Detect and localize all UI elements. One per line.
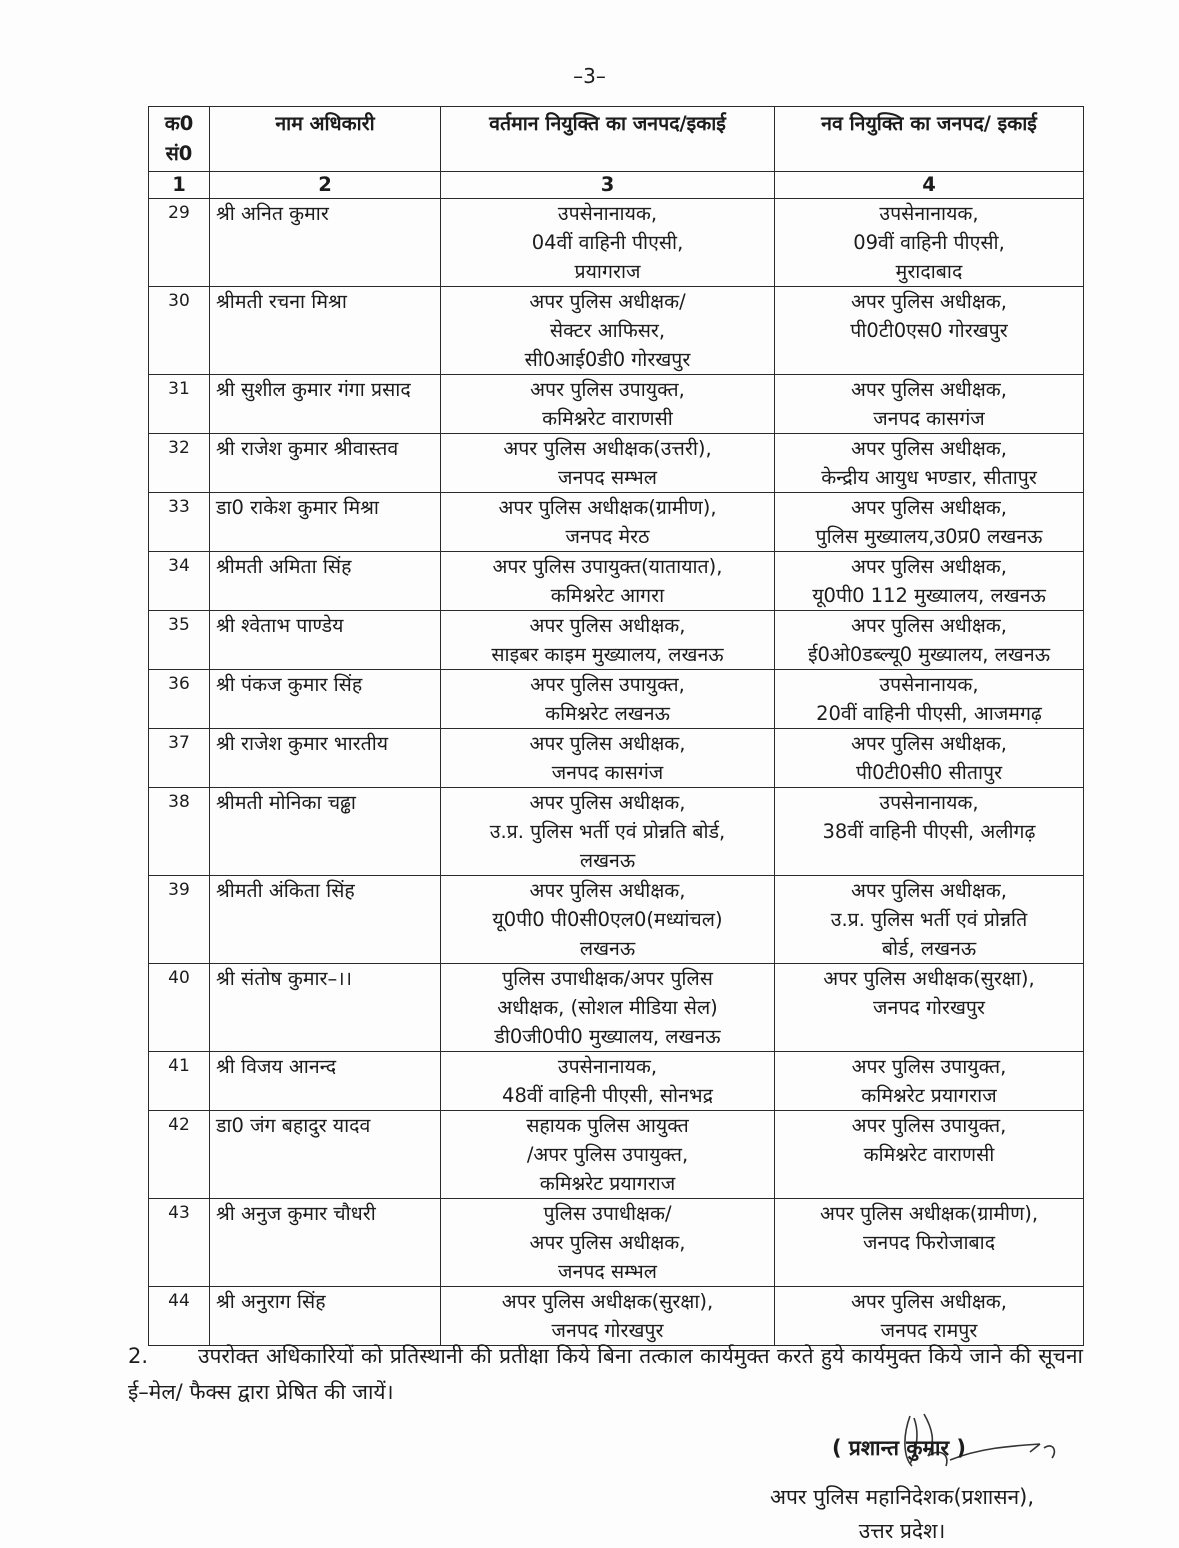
officer-name-cell: श्री अनित कुमार <box>210 199 441 287</box>
current-posting-cell: अपर पुलिस अधीक्षक(उत्तरी), जनपद सम्भल <box>441 434 775 493</box>
current-posting-cell: अपर पुलिस अधीक्षक(ग्रामीण), जनपद मेरठ <box>441 493 775 552</box>
officer-name-cell: श्री अनुज कुमार चौधरी <box>210 1199 441 1287</box>
table-header-row <box>149 107 1084 172</box>
serial-number-cell: 31 <box>149 375 210 434</box>
table-row <box>149 434 1084 493</box>
new-posting-cell: अपर पुलिस अधीक्षक, उ.प्र. पुलिस भर्ती एवं प्रोन्नति बोर्ड, लखनऊ <box>775 876 1084 964</box>
table-row <box>149 552 1084 611</box>
current-posting-cell: अपर पुलिस उपायुक्त, कमिश्नरेट वाराणसी <box>441 375 775 434</box>
new-posting-cell: अपर पुलिस अधीक्षक, जनपद रामपुर <box>775 1287 1084 1346</box>
table-row <box>149 611 1084 670</box>
current-posting-cell: अपर पुलिस अधीक्षक, जनपद कासगंज <box>441 729 775 788</box>
column-number: 4 <box>775 172 1084 199</box>
table-row <box>149 729 1084 788</box>
new-posting-cell: अपर पुलिस अधीक्षक, पी0टी0सी0 सीतापुर <box>775 729 1084 788</box>
current-posting-cell: अपर पुलिस अधीक्षक(सुरक्षा), जनपद गोरखपुर <box>441 1287 775 1346</box>
header-current-posting: वर्तमान नियुक्ति का जनपद/इकाई <box>441 107 775 172</box>
officer-name-cell: श्री पंकज कुमार सिंह <box>210 670 441 729</box>
officer-name-cell: श्री संतोष कुमार–।। <box>210 964 441 1052</box>
new-posting-cell: अपर पुलिस उपायुक्त, कमिश्नरेट वाराणसी <box>775 1111 1084 1199</box>
officer-name-cell: श्रीमती रचना मिश्रा <box>210 287 441 375</box>
new-posting-cell: अपर पुलिस अधीक्षक, जनपद कासगंज <box>775 375 1084 434</box>
column-number: 2 <box>210 172 441 199</box>
new-posting-cell: उपसेनानायक, 38वीं वाहिनी पीएसी, अलीगढ़ <box>775 788 1084 876</box>
header-new-posting: नव नियुक्ति का जनपद/ इकाई <box>775 107 1084 172</box>
officer-name-cell: श्री राजेश कुमार भारतीय <box>210 729 441 788</box>
new-posting-cell: अपर पुलिस अधीक्षक(ग्रामीण), जनपद फिरोजाबाद <box>775 1199 1084 1287</box>
officer-name-cell: डा0 राकेश कुमार मिश्रा <box>210 493 441 552</box>
officer-name-cell: श्री अनुराग सिंह <box>210 1287 441 1346</box>
current-posting-cell: उपसेनानायक, 04वीं वाहिनी पीएसी, प्रयागराज <box>441 199 775 287</box>
designation-line: उत्तर प्रदेश। <box>858 1519 946 1543</box>
officer-name-cell: श्री सुशील कुमार गंगा प्रसाद <box>210 375 441 434</box>
serial-number-cell: 32 <box>149 434 210 493</box>
new-posting-cell: अपर पुलिस अधीक्षक, यू0पी0 112 मुख्यालय, लखनऊ <box>775 552 1084 611</box>
officer-name-cell: श्री विजय आनन्द <box>210 1052 441 1111</box>
column-number: 3 <box>441 172 775 199</box>
table-row <box>149 1199 1084 1287</box>
designation-line: अपर पुलिस महानिदेशक(प्रशासन), <box>769 1485 1035 1509</box>
officer-name-cell: श्रीमती मोनिका चढ्ढा <box>210 788 441 876</box>
paragraph-number: 2. <box>128 1344 149 1368</box>
signatory-name: ( प्रशान्त कुमार ) <box>832 1436 966 1460</box>
current-posting-cell: अपर पुलिस उपायुक्त(यातायात), कमिश्नरेट आगरा <box>441 552 775 611</box>
table-row <box>149 1287 1084 1346</box>
serial-number-cell: 41 <box>149 1052 210 1111</box>
column-number-row <box>149 172 1084 199</box>
table-row <box>149 964 1084 1052</box>
current-posting-cell: उपसेनानायक, 48वीं वाहिनी पीएसी, सोनभद्र <box>441 1052 775 1111</box>
officer-name-cell: श्री राजेश कुमार श्रीवास्तव <box>210 434 441 493</box>
table-row <box>149 876 1084 964</box>
officer-name-cell: डा0 जंग बहादुर यादव <box>210 1111 441 1199</box>
serial-number-cell: 38 <box>149 788 210 876</box>
column-number: 1 <box>149 172 210 199</box>
serial-number-cell: 30 <box>149 287 210 375</box>
officer-name-cell: श्रीमती अमिता सिंह <box>210 552 441 611</box>
serial-number-cell: 40 <box>149 964 210 1052</box>
table-row <box>149 375 1084 434</box>
instruction-paragraph <box>128 1338 1083 1410</box>
paragraph-text: उपरोक्त अधिकारियों को प्रतिस्थानी की प्रतीक्षा किये बिना तत्काल कार्यमुक्त करते हुये कार्यमुक्त किये जाने की सूचना ई–मेल/ फैक्स द्वारा प्रेषित की जायें। <box>128 1344 1083 1404</box>
serial-number-cell: 39 <box>149 876 210 964</box>
table-row <box>149 1052 1084 1111</box>
new-posting-cell: अपर पुलिस अधीक्षक(सुरक्षा), जनपद गोरखपुर <box>775 964 1084 1052</box>
signatory-designation <box>742 1480 1062 1548</box>
serial-number-cell: 44 <box>149 1287 210 1346</box>
serial-number-cell: 42 <box>149 1111 210 1199</box>
table-row <box>149 1111 1084 1199</box>
serial-number-cell: 29 <box>149 199 210 287</box>
officer-name-cell: श्रीमती अंकिता सिंह <box>210 876 441 964</box>
officer-name-cell: श्री श्वेताभ पाण्डेय <box>210 611 441 670</box>
current-posting-cell: अपर पुलिस अधीक्षक, साइबर काइम मुख्यालय, लखनऊ <box>441 611 775 670</box>
table-row <box>149 670 1084 729</box>
serial-number-cell: 35 <box>149 611 210 670</box>
current-posting-cell: सहायक पुलिस आयुक्त /अपर पुलिस उपायुक्त, कमिश्नरेट प्रयागराज <box>441 1111 775 1199</box>
new-posting-cell: अपर पुलिस अधीक्षक, ई0ओ0डब्ल्यू0 मुख्यालय, लखनऊ <box>775 611 1084 670</box>
current-posting-cell: अपर पुलिस अधीक्षक, यू0पी0 पी0सी0एल0(मध्यांचल) लखनऊ <box>441 876 775 964</box>
current-posting-cell: अपर पुलिस अधीक्षक/ सेक्टर आफिसर, सी0आई0डी0 गोरखपुर <box>441 287 775 375</box>
transfer-table <box>148 106 1084 1346</box>
new-posting-cell: अपर पुलिस अधीक्षक, पुलिस मुख्यालय,उ0प्र0 लखनऊ <box>775 493 1084 552</box>
current-posting-cell: पुलिस उपाधीक्षक/अपर पुलिस अधीक्षक, (सोशल मीडिया सेल) डी0जी0पी0 मुख्यालय, लखनऊ <box>441 964 775 1052</box>
current-posting-cell: अपर पुलिस अधीक्षक, उ.प्र. पुलिस भर्ती एवं प्रोन्नति बोर्ड, लखनऊ <box>441 788 775 876</box>
current-posting-cell: अपर पुलिस उपायुक्त, कमिश्नरेट लखनऊ <box>441 670 775 729</box>
serial-number-cell: 43 <box>149 1199 210 1287</box>
header-serial-number: क0 सं0 <box>149 107 210 172</box>
new-posting-cell: अपर पुलिस अधीक्षक, पी0टी0एस0 गोरखपुर <box>775 287 1084 375</box>
table-row <box>149 287 1084 375</box>
current-posting-cell: पुलिस उपाधीक्षक/ अपर पुलिस अधीक्षक, जनपद सम्भल <box>441 1199 775 1287</box>
serial-number-cell: 33 <box>149 493 210 552</box>
new-posting-cell: अपर पुलिस अधीक्षक, केन्द्रीय आयुध भण्डार, सीतापुर <box>775 434 1084 493</box>
table-row <box>149 788 1084 876</box>
table-body <box>149 199 1084 1346</box>
new-posting-cell: उपसेनानायक, 09वीं वाहिनी पीएसी, मुरादाबाद <box>775 199 1084 287</box>
table-row <box>149 493 1084 552</box>
header-officer-name: नाम अधिकारी <box>210 107 441 172</box>
new-posting-cell: अपर पुलिस उपायुक्त, कमिश्नरेट प्रयागराज <box>775 1052 1084 1111</box>
serial-number-cell: 36 <box>149 670 210 729</box>
page-number: –3– <box>573 64 606 88</box>
new-posting-cell: उपसेनानायक, 20वीं वाहिनी पीएसी, आजमगढ़ <box>775 670 1084 729</box>
serial-number-cell: 34 <box>149 552 210 611</box>
serial-number-cell: 37 <box>149 729 210 788</box>
table-row <box>149 199 1084 287</box>
